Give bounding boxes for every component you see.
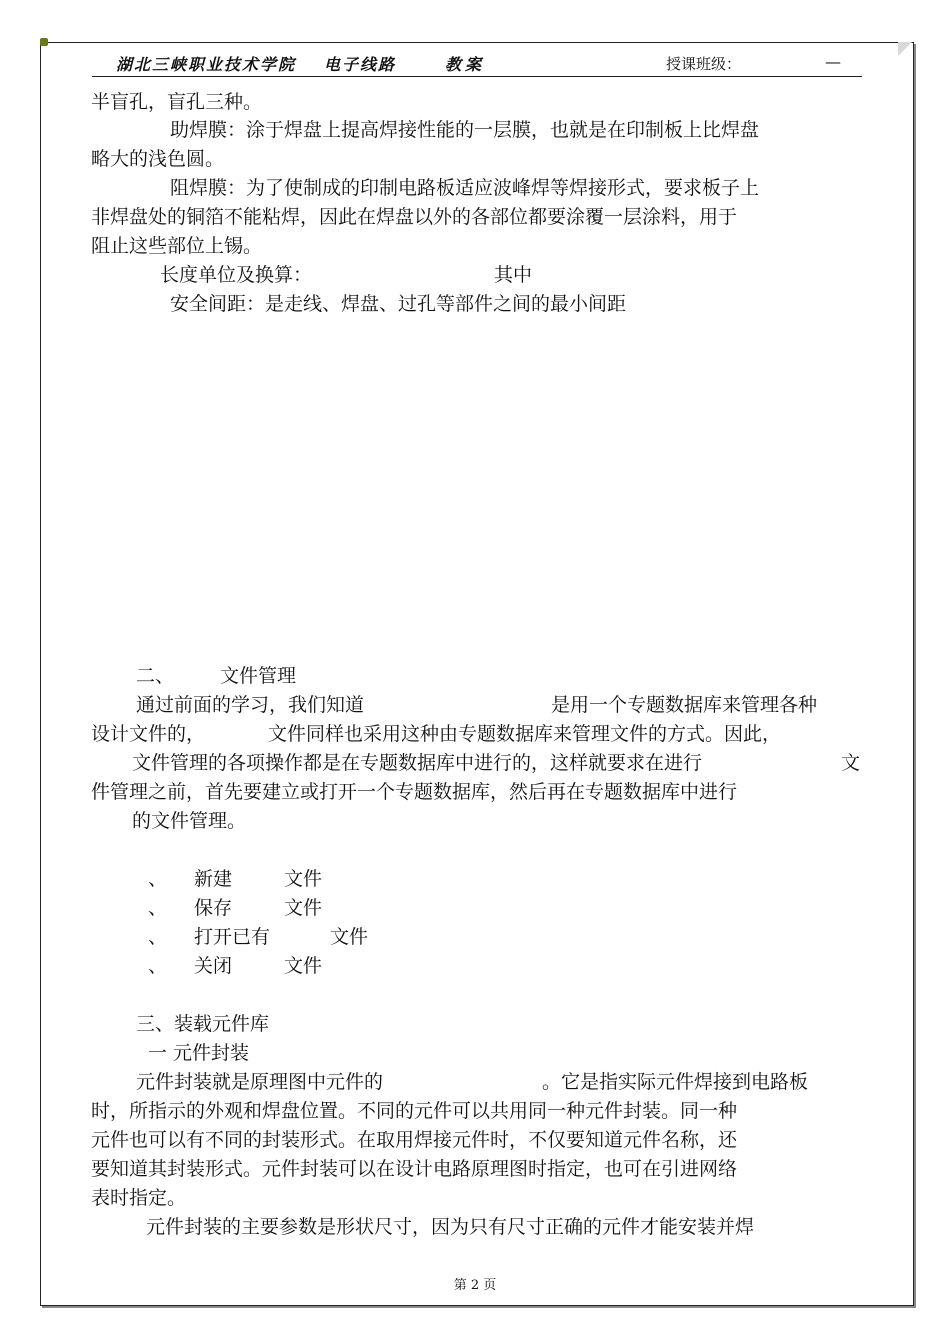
- header-dash: —: [825, 52, 841, 71]
- list-item-action: 保存: [194, 897, 233, 919]
- text-line: 设计文件的，: [91, 723, 206, 745]
- text-line: 其中: [494, 264, 533, 286]
- text-line: 阻焊膜：为了使制成的印制电路板适应波峰焊等焊接形式，要求板子上: [170, 177, 760, 199]
- text-line: 元件封装的主要参数是形状尺寸，因为只有尺寸正确的元件才能安装并焊: [146, 1216, 755, 1238]
- text-line: 元件封装就是原理图中元件的: [136, 1071, 384, 1093]
- page-footer: 第 2 页: [453, 1278, 497, 1293]
- text-line: 文: [841, 752, 861, 774]
- header-school: 湖北三峡职业技术学院: [116, 55, 297, 74]
- section-number: 二、: [136, 665, 175, 687]
- text-line: 略大的浅色圆。: [91, 148, 225, 170]
- list-item-target: 文件: [284, 955, 323, 977]
- header-course: 电子线路: [324, 55, 397, 74]
- list-mark: 、: [148, 897, 168, 919]
- text-line: 表时指定。: [91, 1187, 187, 1209]
- text-line: 时，所指示的外观和焊盘位置。不同的元件可以共用同一种元件封装。同一种: [91, 1100, 738, 1122]
- subsection-title: 一 元件封装: [148, 1042, 250, 1064]
- text-line: 助焊膜：涂于焊盘上提高焊接性能的一层膜，也就是在印制板上比焊盘: [170, 119, 760, 141]
- text-line: 安全间距：是走线、焊盘、过孔等部件之间的最小间距: [170, 293, 627, 315]
- list-mark: 、: [148, 868, 168, 890]
- text-line: 长度单位及换算：: [160, 264, 313, 286]
- text-line: 半盲孔，盲孔三种。: [91, 91, 263, 113]
- header-class-label: 授课班级：: [666, 55, 742, 73]
- list-mark: 、: [148, 926, 168, 948]
- text-line: 。它是指实际元件焊接到电路板: [542, 1071, 809, 1093]
- text-line: 文件管理的各项操作都是在专题数据库中进行的，这样就要求在进行: [132, 752, 703, 774]
- list-mark: 、: [148, 955, 168, 977]
- list-item-action: 关闭: [194, 955, 233, 977]
- text-line: 非焊盘处的铜箔不能粘焊，因此在焊盘以外的各部位都要涂覆一层涂料，用于: [91, 206, 738, 228]
- text-line: 元件也可以有不同的封装形式。在取用焊接元件时，不仅要知道元件名称，还: [91, 1129, 738, 1151]
- list-item-target: 文件: [284, 897, 323, 919]
- text-line: 的文件管理。: [132, 810, 247, 832]
- text-line: 是用一个专题数据库来管理各种: [551, 694, 818, 716]
- list-item-target: 文件: [284, 868, 323, 890]
- list-item-action: 打开已有: [194, 926, 271, 948]
- page-header: [92, 50, 862, 77]
- section-title: 三、装载元件库: [136, 1013, 270, 1035]
- page-corner-mark: [40, 38, 48, 46]
- list-item-target: 文件: [330, 926, 369, 948]
- text-line: 件管理之前，首先要建立或打开一个专题数据库，然后再在专题数据库中进行: [91, 781, 738, 803]
- text-line: 阻止这些部位上锡。: [91, 235, 263, 257]
- list-item-action: 新建: [194, 868, 233, 890]
- header-doc-type: 教案: [445, 55, 486, 74]
- text-line: 要知道其封装形式。元件封装可以在设计电路原理图时指定，也可在引进网络: [91, 1158, 738, 1180]
- page-fold-corner: [898, 42, 912, 56]
- text-line: 通过前面的学习，我们知道: [136, 694, 365, 716]
- text-line: 文件同样也采用这种由专题数据库来管理文件的方式。因此，: [268, 723, 782, 745]
- section-title: 文件管理: [220, 665, 297, 687]
